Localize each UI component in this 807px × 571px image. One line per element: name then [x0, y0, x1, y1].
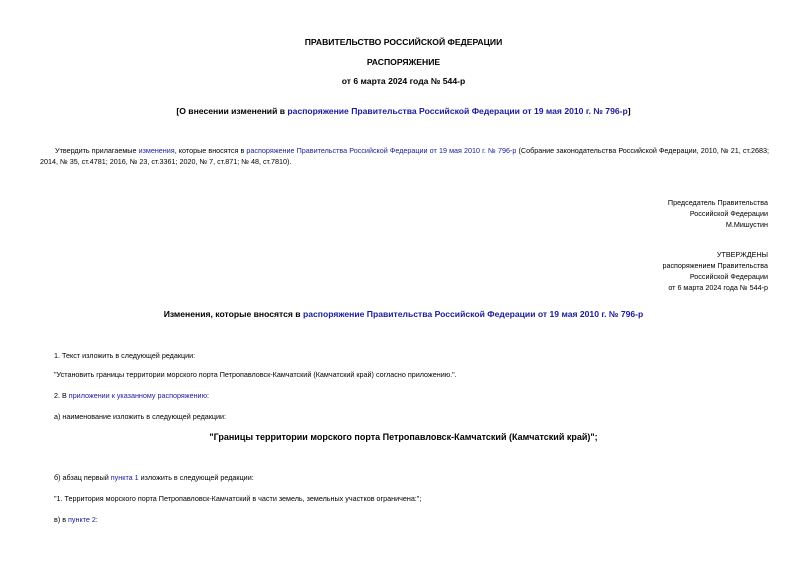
item-c-prefix: в) в: [54, 515, 69, 524]
item-b: [54, 472, 774, 483]
item-b-prefix: б) абзац первый: [54, 473, 111, 482]
document-title: [0, 106, 807, 116]
intro-text-2: , которые вносятся в: [174, 146, 247, 155]
intro-link-order[interactable]: распоряжение Правительства Российской Федерации от 19 мая 2010 г. № 796-р: [246, 146, 517, 155]
title-link[interactable]: распоряжение Правительства Российской Федерации от 19 мая 2010 г. № 796-р: [287, 106, 628, 116]
item-2: [54, 390, 774, 401]
changes-title: [0, 309, 807, 319]
item-b-quote: "1. Территория морского порта Петропавловск-Камчатский в части земель, земельных участков ограничена:";: [54, 494, 422, 503]
document-type: РАСПОРЯЖЕНИЕ: [366, 57, 441, 67]
item-2-suffix: :: [206, 391, 209, 400]
item-b-link[interactable]: пункта 1: [110, 473, 139, 482]
item-c-suffix: :: [95, 515, 98, 524]
signature-block: [468, 197, 768, 230]
document-date-number: от 6 марта 2024 года № 544-р: [341, 76, 466, 86]
signature-line-2: Российской Федерации: [689, 209, 768, 218]
signature-line-1: Председатель Правительства: [667, 198, 768, 207]
title-prefix: [О внесении изменений в: [176, 106, 288, 116]
intro-text-1: Утвердить прилагаемые: [55, 146, 139, 155]
approved-line-2: распоряжением Правительства: [662, 261, 768, 270]
item-c: [54, 514, 774, 525]
approved-block: [468, 249, 768, 293]
approved-line-3: Российской Федерации: [689, 272, 768, 281]
approved-line-1: УТВЕРЖДЕНЫ: [716, 250, 768, 259]
intro-link-changes[interactable]: изменения: [138, 146, 175, 155]
item-1-quote: "Установить границы территории морского порта Петропавловск-Камчатский (Камчатский край) согласно приложению.".: [54, 370, 457, 379]
title-suffix: ]: [627, 106, 631, 116]
item-2-link[interactable]: приложении к указанному распоряжению: [68, 391, 207, 400]
intro-text-3: (Собрание законодательства Российской Федерации, 2010, № 21, ст.2683; 2014, № 35, ст.4781; 2016, № 23, ст.3361; 2020, № 7, ст.871; № 48, ст.7810).: [40, 146, 769, 166]
item-2-prefix: 2. В: [54, 391, 69, 400]
item-a-heading: "Границы территории морского порта Петропавловск-Камчатский (Камчатский край)";: [209, 432, 598, 442]
intro-paragraph: [40, 145, 769, 167]
item-1: 1. Текст изложить в следующей редакции:: [54, 351, 196, 360]
approved-line-4: от 6 марта 2024 года № 544-р: [668, 283, 768, 292]
item-a: а) наименование изложить в следующей редакции:: [54, 412, 227, 421]
item-b-suffix: изложить в следующей редакции:: [138, 473, 254, 482]
government-heading: ПРАВИТЕЛЬСТВО РОССИЙСКОЙ ФЕДЕРАЦИИ: [304, 37, 503, 47]
changes-title-prefix: Изменения, которые вносятся в: [163, 309, 303, 319]
item-c-link[interactable]: пункте 2: [68, 515, 96, 524]
signature-line-3: М.Мишустин: [725, 220, 768, 229]
changes-title-link[interactable]: распоряжение Правительства Российской Федерации от 19 мая 2010 г. № 796-р: [302, 309, 644, 319]
